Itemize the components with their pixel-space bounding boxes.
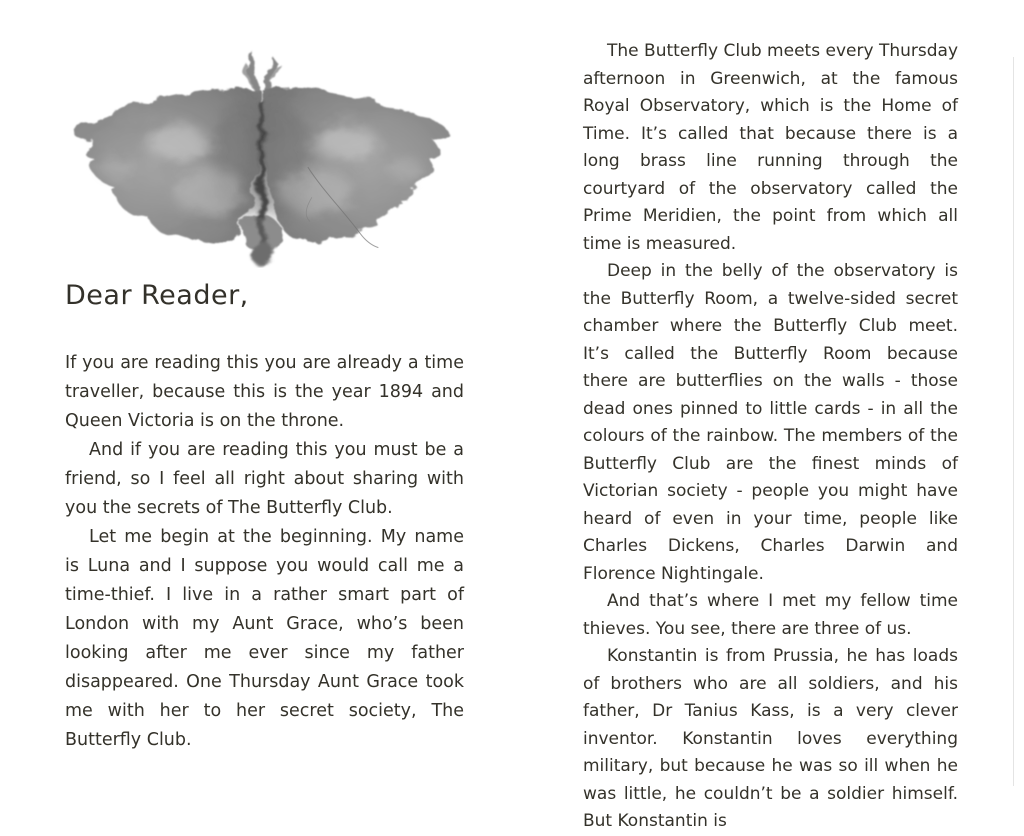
right-page-text [583, 38, 958, 836]
paragraph: The Butterfly Club meets every Thursday afternoon in Greenwich, at the famous Royal Observatory, which is the Home of Time. It’s called that because there is a long brass line running through the courtyard of the observatory called the Prime Meridien, the point from which all time is measured. [583, 41, 958, 254]
left-page-text [65, 349, 464, 755]
page-edge-line [1013, 57, 1014, 786]
paragraph: If you are reading this you are already a time traveller, because this is the year 1894 and Queen Victoria is on the throne. [65, 353, 464, 431]
paragraph: Konstantin is from Prussia, he has loads of brothers who are all soldiers, and his father, Dr Tanius Kass, is a very clever inventor. Konstantin loves everything military, but because he was so ill when he was little, he couldn’t be a soldier himself. But Konstantin is [583, 646, 958, 831]
paragraph: And that’s where I met my fellow time thieves. You see, there are three of us. [583, 591, 958, 639]
paragraph: Deep in the belly of the observatory is the Butterfly Room, a twelve-sided secret chamber where the Butterfly Club meet. It’s called the Butterfly Room because there are butterflies on the walls - those dead ones pinned to little cards - in all the colours of the rainbow. The members of the Butterfly Club are the finest minds of Victorian society - people you might have heard of even in your time, people like Charles Dickens, Charles Darwin and Florence Nightingale. [583, 261, 958, 584]
paragraph: Let me begin at the beginning. My name is Luna and I suppose you would call me a time-thief. I live in a rather smart part of London with my Aunt Grace, who’s been looking after me ever since my father disappeared. One Thursday Aunt Grace took me with her to her secret society, The Butterfly Club. [65, 527, 464, 750]
butterfly-inkblot-illustration [58, 48, 466, 268]
paragraph: And if you are reading this you must be a friend, so I feel all right about sharing with you the secrets of The Butterfly Club. [65, 440, 464, 518]
letter-salutation: Dear Reader, [65, 280, 249, 311]
